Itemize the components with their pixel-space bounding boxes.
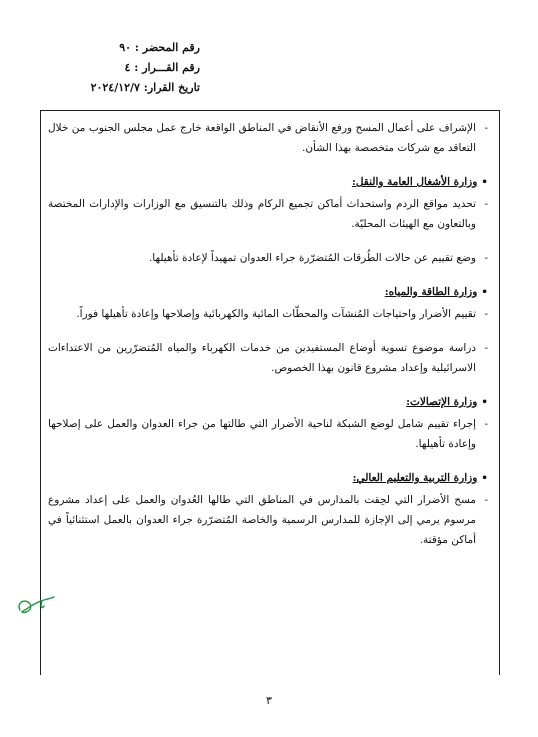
list-item: - تحديد مواقع الردم واستحداث أماكن تجميع الركام وذلك بالتنسيق مع الوزارات والإدارات المختصة وبالتعاون مع الهيئات المحليّة. (48, 198, 488, 230)
section-education (48, 468, 488, 550)
section-heading: •وزارة الإتصالات: (406, 396, 488, 408)
decision-date: تاريخ القرار: ٢٠٢٤/١٢/٧ (90, 81, 200, 94)
document-body (48, 118, 488, 564)
section-telecom (48, 392, 488, 454)
section-heading: •وزارة الطاقة والمياه: (384, 286, 488, 298)
section-heading: •وزارة الأشغال العامة والنقل: (351, 176, 488, 188)
list-item: - تقييم الأضرار واحتياجات المُنشآت والمحطّات المائية والكهربائية وإصلاحها وإعادة تأهيلها فوراً. (76, 308, 488, 320)
section-energy-water (48, 282, 488, 378)
list-item: - وضع تقييم عن حالات الطُرقات المُتضرّرة جراء العدوان تمهيداً لإعادة تأهيلها. (148, 252, 488, 264)
page-number: ٣ (266, 694, 272, 707)
decision-number: رقم القـــرار : ٤ (124, 61, 200, 74)
section-public-works (48, 172, 488, 268)
list-item: - إجراء تقييم شامل لوضع الشبكة لناحية الأضرار التي طالتها من جراء العدوان والعمل على إصلاحها وإعادة تأهيلها. (48, 418, 488, 450)
section-survey (48, 118, 488, 158)
frame-top-border (40, 110, 500, 111)
list-item: - مسح الأضرار التي لحِقت بالمدارس في المناطق التي طالها العُدوان والعمل على إعداد مشروع مرسوم يرمي إلى الإجازة للمدارس الرسمية والخاصة المُتضرّرة جراء العدوان بالعمل استثنائياً في أماكن مؤقتة. (48, 494, 488, 546)
handwritten-signature (14, 592, 56, 626)
minutes-number: رقم المحضر : ٩٠ (119, 41, 200, 54)
frame-left-border (40, 110, 41, 675)
frame-right-border (499, 110, 500, 675)
list-item: - دراسة موضوع تسوية أوضاع المستفيدين من خدمات الكهرباء والمياه المُتضرّرين من الاعتداءات الاسرائيلية وإعداد مشروع قانون بهذا الخصوص. (48, 342, 488, 374)
list-item: - الإشراف على أعمال المسح ورفع الأنقاض في المناطق الواقعة خارج عمل مجلس الجنوب من خلال التعاقد مع شركات متخصصة بهذا الشأن. (48, 122, 488, 154)
section-heading: •وزارة التربية والتعليم العالي: (352, 472, 488, 484)
document-header (40, 38, 200, 98)
